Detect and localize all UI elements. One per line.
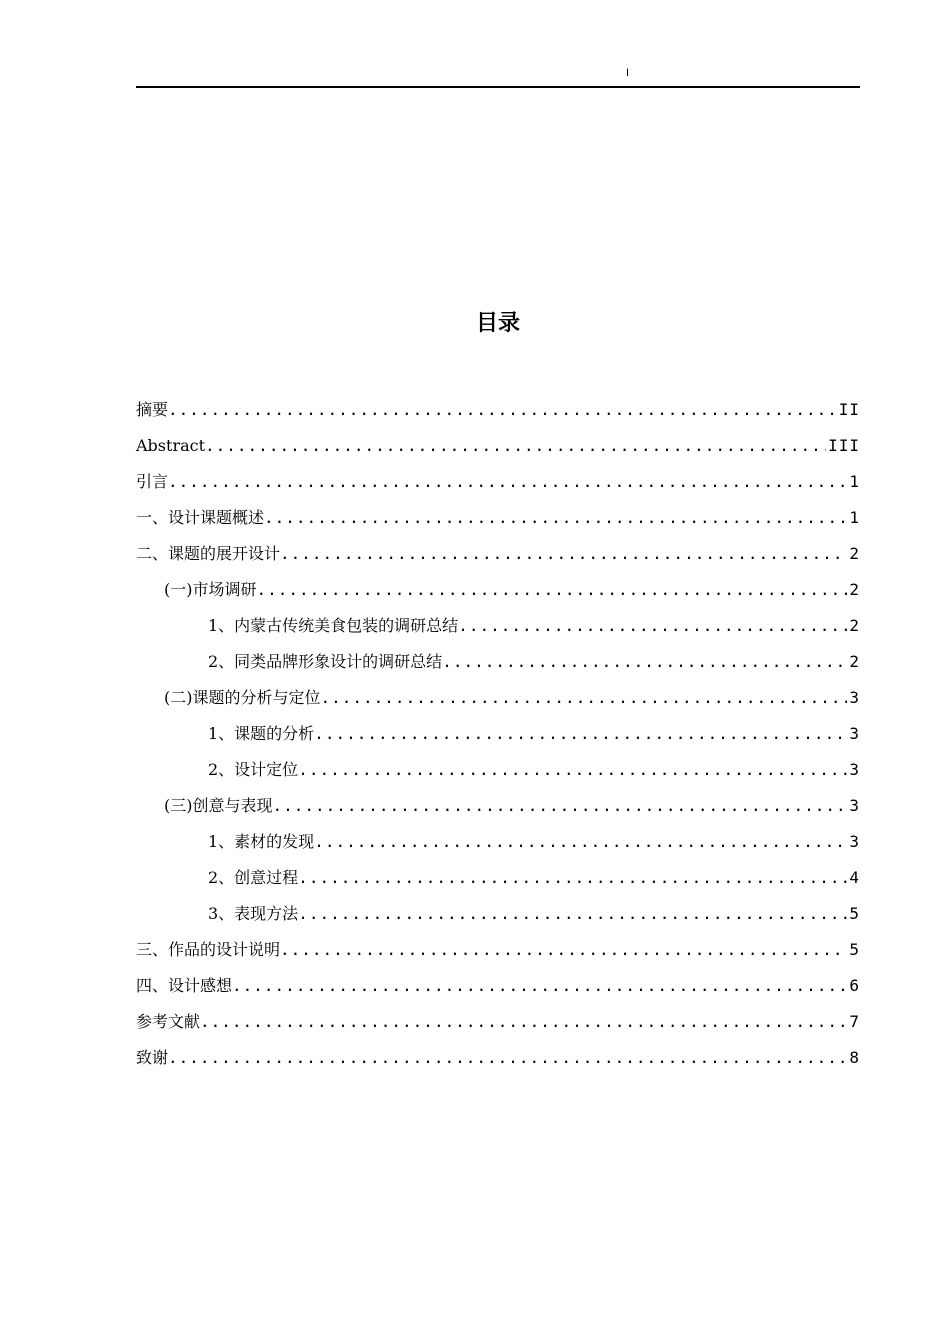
toc-entry-text: 2、同类品牌形象设计的调研总结 — [208, 652, 443, 671]
toc-leader-dots — [298, 752, 847, 788]
toc-entry-text: 三、作品的设计说明 — [136, 940, 281, 959]
toc-leader-dots — [458, 608, 847, 644]
toc-leader-dots — [298, 896, 847, 932]
header-rule — [136, 86, 860, 88]
toc-entry-text: (一)市场调研 — [164, 580, 257, 599]
toc-entry-text: 二、课题的展开设计 — [136, 544, 281, 563]
toc-entry-section-2-3-2[interactable] — [136, 860, 860, 896]
toc-entry-introduction[interactable] — [136, 464, 860, 500]
toc-entry-text: 3、表现方法 — [208, 904, 299, 923]
toc-entry-page: 3 — [849, 688, 860, 707]
toc-leader-dots — [264, 500, 847, 536]
toc-entry-text: 引言 — [136, 472, 169, 491]
toc-entry-section-2-1[interactable] — [136, 572, 860, 608]
toc-entry-page: 3 — [849, 724, 860, 743]
toc-leader-dots — [232, 968, 847, 1004]
toc-entry-text: 2、创意过程 — [208, 868, 299, 887]
toc-entry-page: 5 — [849, 904, 860, 923]
toc-entry-section-2-1-2[interactable] — [136, 644, 860, 680]
toc-leader-dots — [442, 644, 847, 680]
toc-leader-dots — [298, 860, 847, 896]
toc-leader-dots — [168, 392, 837, 428]
toc-entry-page: 2 — [849, 616, 860, 635]
toc-leader-dots — [168, 464, 847, 500]
toc-entry-page: 3 — [849, 796, 860, 815]
toc-leader-dots — [280, 536, 847, 572]
toc-entry-text: 1、素材的发现 — [208, 832, 315, 851]
toc-entry-page: 6 — [849, 976, 860, 995]
toc-entry-page: 3 — [849, 832, 860, 851]
toc-leader-dots — [280, 932, 847, 968]
toc-entry-page: 2 — [849, 652, 860, 671]
toc-title: 目录 — [475, 311, 520, 336]
toc-entry-section-2-3-1[interactable] — [136, 824, 860, 860]
toc-leader-dots — [205, 428, 826, 464]
toc-entry-page: 2 — [849, 544, 860, 563]
toc-entry-page: 2 — [849, 580, 860, 599]
toc-entry-section-2-2-2[interactable] — [136, 752, 860, 788]
toc-list — [136, 392, 860, 1076]
toc-entry-text: 1、内蒙古传统美食包装的调研总结 — [208, 616, 459, 635]
toc-entry-section-2-2-1[interactable] — [136, 716, 860, 752]
toc-entry-section-2-1-1[interactable] — [136, 608, 860, 644]
toc-entry-page: II — [838, 400, 860, 419]
toc-leader-dots — [321, 680, 848, 716]
toc-entry-references[interactable] — [136, 1004, 860, 1040]
toc-entry-text: 致谢 — [136, 1048, 169, 1067]
toc-entry-abstract-cn[interactable] — [136, 392, 860, 428]
toc-entry-page: 1 — [849, 472, 860, 491]
toc-entry-acknowledgements[interactable] — [136, 1040, 860, 1076]
toc-leader-dots — [168, 1040, 847, 1076]
toc-leader-dots — [314, 824, 847, 860]
toc-entry-text: 1、课题的分析 — [208, 724, 315, 743]
toc-entry-section-2-3[interactable] — [136, 788, 860, 824]
toc-entry-page: 1 — [849, 508, 860, 527]
toc-entry-section-2-2[interactable] — [136, 680, 860, 716]
toc-leader-dots — [257, 572, 848, 608]
toc-leader-dots — [273, 788, 848, 824]
toc-entry-page: 8 — [849, 1048, 860, 1067]
toc-entry-text: (二)课题的分析与定位 — [164, 688, 321, 707]
toc-entry-abstract-en[interactable] — [136, 428, 860, 464]
toc-entry-text: 2、设计定位 — [208, 760, 299, 779]
toc-leader-dots — [200, 1004, 847, 1040]
toc-entry-section-2-3-3[interactable] — [136, 896, 860, 932]
toc-entry-page: 3 — [849, 760, 860, 779]
toc-entry-section-4[interactable] — [136, 968, 860, 1004]
toc-entry-text: Abstract — [136, 436, 206, 455]
toc-entry-page: 5 — [849, 940, 860, 959]
toc-entry-section-2[interactable] — [136, 536, 860, 572]
toc-entry-page: 4 — [849, 868, 860, 887]
toc-entry-text: 四、设计感想 — [136, 976, 233, 995]
toc-entry-section-3[interactable] — [136, 932, 860, 968]
toc-leader-dots — [314, 716, 847, 752]
toc-entry-page: 7 — [849, 1012, 860, 1031]
toc-entry-text: 一、设计课题概述 — [136, 508, 265, 527]
toc-entry-text: 摘要 — [136, 400, 169, 419]
header-page-mark: I — [626, 67, 630, 79]
toc-entry-page: III — [828, 436, 860, 455]
toc-entry-text: 参考文献 — [136, 1012, 201, 1031]
toc-entry-text: (三)创意与表现 — [164, 796, 273, 815]
toc-entry-section-1[interactable] — [136, 500, 860, 536]
